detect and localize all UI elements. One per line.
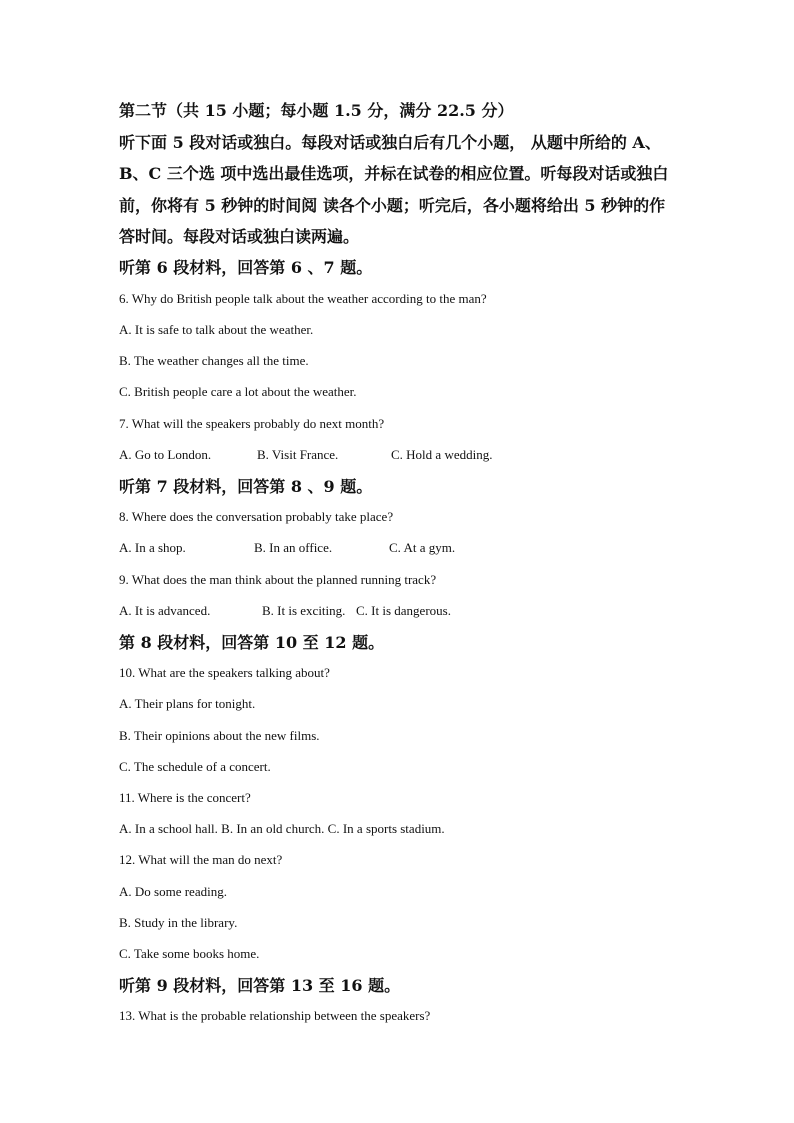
- question-12-option-c: C. Take some books home.: [119, 946, 260, 961]
- question-10-option-a: A. Their plans for tonight.: [119, 696, 256, 711]
- question-9-option-c: C. It is dangerous.: [356, 603, 451, 618]
- question-13-stem: 13. What is the probable relationship between the speakers?: [119, 1008, 431, 1023]
- question-10-option-c: C. The schedule of a concert.: [119, 759, 271, 774]
- question-6-option-c: C. British people care a lot about the weather.: [119, 384, 357, 399]
- question-9-options: [0, 603, 794, 619]
- question-7-option-c: C. Hold a wedding.: [391, 447, 493, 462]
- part-heading-8: 第 8 段材料，回答第 10 至 12 题。: [119, 633, 385, 652]
- question-12-option-a: A. Do some reading.: [119, 884, 227, 899]
- part-heading-9: 听第 9 段材料，回答第 13 至 16 题。: [119, 976, 401, 995]
- question-7-options: [0, 447, 794, 463]
- question-7-option-b: B. Visit France.: [257, 447, 339, 462]
- question-9-option-b: B. It is exciting.: [262, 603, 346, 618]
- question-12-option-b: B. Study in the library.: [119, 915, 238, 930]
- instructions-line-4: 答时间。每段对话或独白读两遍。: [119, 227, 360, 246]
- question-11-options: A. In a school hall. B. In an old church. C. In a sports stadium.: [119, 821, 445, 836]
- instructions-line-2: B、C 三个选 项中选出最佳选项，并标在试卷的相应位置。听每段对话或独白: [119, 164, 669, 183]
- question-9-stem: 9. What does the man think about the planned running track?: [119, 572, 437, 587]
- part-heading-7: 听第 7 段材料，回答第 8 、9 题。: [119, 477, 373, 496]
- question-12-stem: 12. What will the man do next?: [119, 852, 283, 867]
- question-8-stem: 8. Where does the conversation probably take place?: [119, 509, 394, 524]
- question-7-stem: 7. What will the speakers probably do next month?: [119, 416, 385, 431]
- question-10-stem: 10. What are the speakers talking about?: [119, 665, 330, 680]
- question-7-option-a: A. Go to London.: [119, 447, 212, 462]
- question-9-option-a: A. It is advanced.: [119, 603, 211, 618]
- question-8-options: [0, 540, 794, 556]
- instructions-line-3: 前，你将有 5 秒钟的时间阅 读各个小题；听完后，各小题将给出 5 秒钟的作: [119, 196, 666, 215]
- question-6-stem: 6. Why do British people talk about the weather according to the man?: [119, 291, 487, 306]
- section-title: 第二节（共 15 小题；每小题 1.5 分，满分 22.5 分）: [119, 101, 514, 120]
- instructions-line-1: 听下面 5 段对话或独白。每段对话或独白后有几个小题， 从题中所给的 A、: [119, 133, 661, 152]
- question-6-option-a: A. It is safe to talk about the weather.: [119, 322, 314, 337]
- question-10-option-b: B. Their opinions about the new films.: [119, 728, 320, 743]
- question-6-option-b: B. The weather changes all the time.: [119, 353, 309, 368]
- question-8-option-a: A. In a shop.: [119, 540, 186, 555]
- part-heading-6: 听第 6 段材料，回答第 6 、7 题。: [119, 258, 373, 277]
- question-8-option-c: C. At a gym.: [389, 540, 456, 555]
- question-8-option-b: B. In an office.: [254, 540, 333, 555]
- question-11-stem: 11. Where is the concert?: [119, 790, 251, 805]
